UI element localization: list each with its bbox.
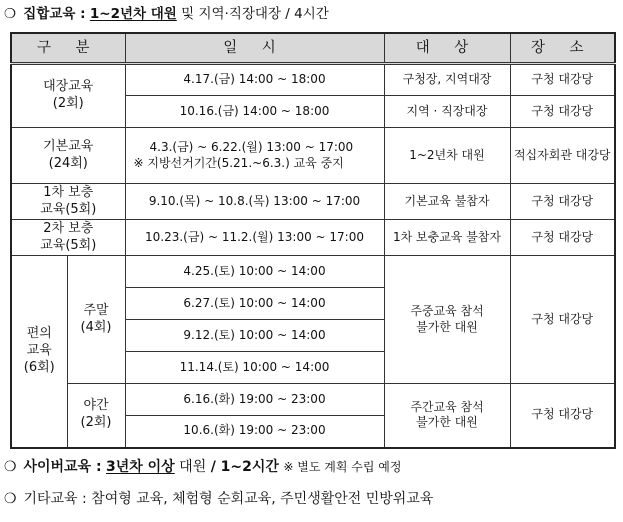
- table-row-target: 1~2년차 대원: [384, 128, 510, 184]
- table-row-date: 6.27.(토) 10:00 ~ 14:00: [125, 288, 384, 320]
- header-place: 장 소: [510, 33, 615, 64]
- table-row-target: 지역 · 직장대장: [384, 96, 510, 128]
- table-row-target: 주중교육 참석불가한 대원: [384, 256, 510, 384]
- header-category: 구 분: [11, 33, 125, 64]
- header-datetime: 일 시: [125, 33, 384, 64]
- table-row-place: 구청 대강당: [510, 96, 615, 128]
- bullet-circle-icon: ❍: [4, 6, 17, 22]
- table-row-date: 11.14.(토) 10:00 ~ 14:00: [125, 352, 384, 384]
- table-row-date: 10.16.(금) 14:00 ~ 18:00: [125, 96, 384, 128]
- cyber-note: ※ 별도 계획 수립 예정: [283, 460, 402, 474]
- table-row-date: 9.12.(토) 10:00 ~ 14:00: [125, 320, 384, 352]
- header-target: 대 상: [384, 33, 510, 64]
- table-row-target: 주간교육 참석불가한 대원: [384, 384, 510, 448]
- subcategory-night: 야간 (2회): [67, 384, 125, 448]
- summary-line-offline: [4, 2, 329, 22]
- table-row-date: 10.6.(화) 19:00 ~ 23:00: [125, 416, 384, 448]
- education-schedule-table: [10, 32, 616, 449]
- bullet-circle-icon: ❍: [4, 459, 17, 475]
- cyber-label: 사이버교육 :: [23, 459, 102, 475]
- offline-label: 집합교육 :: [23, 6, 86, 22]
- cyber-mid: 대원: [179, 459, 207, 475]
- summary-line-other: [4, 488, 433, 508]
- category-supplement-2: 2차 보충 교육(5회): [11, 220, 125, 256]
- category-supplement-1: 1차 보충 교육(5회): [11, 184, 125, 220]
- offline-target: 1~2년차 대원: [89, 6, 177, 22]
- table-row-target: 기본교육 불참자: [384, 184, 510, 220]
- category-leader: 대장교육 (2회): [11, 64, 125, 128]
- table-row-date: 4.3.(금) ~ 6.22.(월) 13:00 ~ 17:00 ※ 지방선거기간(5.21.~6.3.) 교육 중지: [125, 128, 384, 184]
- election-note: ※ 지방선거기간(5.21.~6.3.) 교육 중지: [133, 155, 344, 170]
- category-basic: 기본교육 (24회): [11, 128, 125, 184]
- table-row-place: 구청 대강당: [510, 256, 615, 384]
- table-row-place: 구청 대강당: [510, 384, 615, 448]
- table-row-target: 1차 보충교육 불참자: [384, 220, 510, 256]
- summary-line-cyber: [4, 456, 401, 476]
- bullet-circle-icon: ❍: [4, 491, 17, 507]
- table-row-place: 적십자회관 대강당: [510, 128, 615, 184]
- table-row-date: 4.17.(금) 14:00 ~ 18:00: [125, 64, 384, 96]
- table-row-date: 6.16.(화) 19:00 ~ 23:00: [125, 384, 384, 416]
- offline-rest: 및 지역·직장대장 / 4시간: [181, 6, 329, 22]
- subcategory-weekend: 주말 (4회): [67, 256, 125, 384]
- other-text: 기타교육 : 참여형 교육, 체험형 순회교육, 주민생활안전 민방위교육: [23, 491, 434, 507]
- table-row-target: 구청장, 지역대장: [384, 64, 510, 96]
- table-row-date: 9.10.(목) ~ 10.8.(목) 13:00 ~ 17:00: [125, 184, 384, 220]
- category-convenience: 편의 교육 (6회): [11, 256, 67, 448]
- cyber-target: 3년차 이상: [106, 459, 175, 475]
- table-row-date: 10.23.(금) ~ 11.2.(월) 13:00 ~ 17:00: [125, 220, 384, 256]
- cyber-duration: / 1~2시간: [210, 459, 279, 475]
- table-row-place: 구청 대강당: [510, 184, 615, 220]
- table-row-place: 구청 대강당: [510, 64, 615, 96]
- table-row-place: 구청 대강당: [510, 220, 615, 256]
- table-row-date: 4.25.(토) 10:00 ~ 14:00: [125, 256, 384, 288]
